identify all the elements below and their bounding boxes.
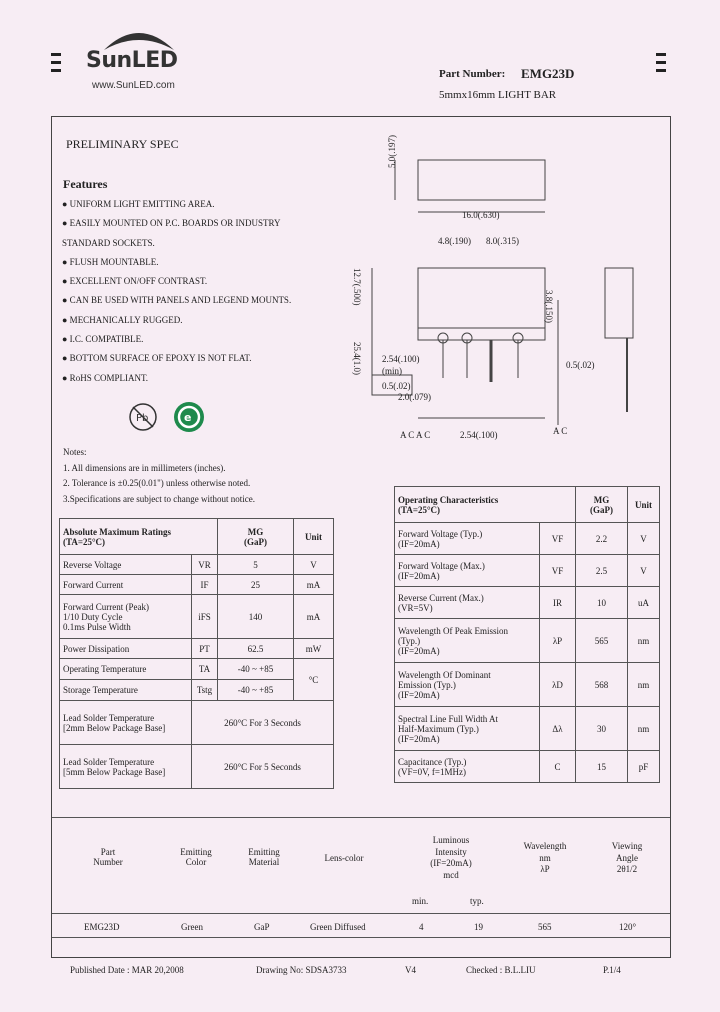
pb-free-icon: [127, 402, 159, 432]
summary-lens: Green Diffused: [310, 922, 366, 932]
summary-header-wave: [510, 841, 580, 876]
header-line: nm: [539, 852, 551, 863]
param-line: (Typ.): [398, 635, 421, 646]
param-line: (VF=0V, f=1MHz): [398, 766, 466, 777]
feature-item: ● MECHANICALLY RUGGED.: [62, 314, 183, 325]
param-line: Reverse Current (Max.): [398, 592, 484, 603]
summary-typ: 19: [474, 922, 483, 932]
param: Power Dissipation: [60, 639, 192, 659]
header-line: Number: [93, 857, 123, 867]
corner-mark: [51, 61, 61, 64]
summary-color: Green: [181, 922, 203, 932]
summary-header-lum: [418, 835, 484, 881]
val: 15: [576, 751, 628, 783]
feature-item: ● UNIFORM LIGHT EMITTING AREA.: [62, 199, 215, 209]
preliminary-spec: PRELIMINARY SPEC: [66, 137, 179, 151]
feature-item: ● I.C. COMPATIBLE.: [62, 334, 144, 345]
corner-mark: [656, 53, 666, 56]
feature-item: ● CAN BE USED WITH PANELS AND LEGEND MOUNTS.: [62, 295, 292, 306]
param-line: (IF=20mA): [398, 570, 440, 581]
val: 5: [218, 555, 294, 575]
sym: TA: [192, 659, 218, 680]
param: [395, 663, 540, 707]
note-line: 1. All dimensions are in millimeters (inches).: [63, 462, 226, 473]
val: 565: [576, 619, 628, 663]
table-row: [60, 701, 334, 745]
val: -40 ~ +85: [218, 680, 294, 701]
op-char-subtitle: (TA=25°C): [398, 504, 441, 515]
table-row: [395, 619, 660, 663]
header-line: Material: [248, 857, 280, 867]
part-number-label: Part Number:: [439, 68, 506, 80]
param-line: 0.1ms Pulse Width: [63, 621, 131, 632]
abs-max-subtitle: (TA=25°C): [63, 536, 106, 547]
abs-max-title: Absolute Maximum Ratings: [63, 526, 172, 537]
param: Forward Current: [60, 575, 192, 595]
val: 10: [576, 587, 628, 619]
param-line: Half-Maximum (Typ.): [398, 723, 479, 734]
param-line: 1/10 Duty Cycle: [63, 611, 123, 622]
table-row: [60, 745, 334, 789]
feature-item: ● EASILY MOUNTED ON P.C. BOARDS OR INDUSTRY: [62, 218, 281, 229]
sym: λD: [540, 663, 576, 707]
unit: pF: [628, 751, 660, 783]
notes: [63, 445, 255, 507]
abs-max-table: [59, 518, 334, 789]
param: [60, 595, 192, 639]
header-line: Color: [185, 857, 207, 867]
dim-lead-row: 2.54(.100): [460, 430, 498, 440]
param-line: (IF=20mA): [398, 733, 440, 744]
param: [395, 619, 540, 663]
param: [395, 523, 540, 555]
unit: mW: [294, 639, 334, 659]
header-line: Intensity: [435, 846, 467, 857]
dim-min: (min): [382, 366, 402, 376]
col-mg: MG: [593, 494, 610, 505]
table-row: [395, 555, 660, 587]
param-line: Lead Solder Temperature: [63, 712, 155, 723]
logo-text: SunLED: [86, 48, 178, 73]
val: 62.5: [218, 639, 294, 659]
unit: mA: [294, 595, 334, 639]
param-line: Forward Current (Peak): [63, 601, 149, 612]
feature-item: STANDARD SOCKETS.: [62, 237, 155, 248]
header-line: Emitting: [248, 847, 280, 857]
unit: nm: [628, 663, 660, 707]
summary-header-min: min.: [412, 896, 429, 906]
table-row: [395, 523, 660, 555]
dim-lead-sq: 0.5(.02): [382, 381, 411, 391]
footer-published: Published Date : MAR 20,2008: [70, 965, 184, 975]
table-row: [395, 751, 660, 783]
table-row: [60, 555, 334, 575]
header-line: 2θ1/2: [616, 864, 638, 874]
summary-header-part: [78, 847, 138, 867]
svg-text:Pb: Pb: [136, 413, 149, 424]
val: 260°C For 5 Seconds: [192, 745, 334, 789]
param-line: (VR=5V): [398, 602, 433, 613]
footer-checked: Checked : B.L.LIU: [466, 965, 536, 975]
dim-top: 4.8(.190): [438, 236, 471, 246]
dim-pin: 0.5(.02): [566, 360, 595, 370]
unit: nm: [628, 707, 660, 751]
unit: V: [294, 555, 334, 575]
col-gap: (GaP): [244, 536, 267, 547]
op-char-table: [394, 486, 660, 783]
param-line: Capacitance (Typ.): [398, 756, 467, 767]
unit: nm: [628, 619, 660, 663]
footer-drawing: Drawing No: SDSA3733: [256, 965, 347, 975]
divider: [52, 817, 670, 818]
op-char-title: Operating Characteristics: [398, 494, 499, 505]
divider: [52, 937, 670, 938]
feature-item: ● EXCELLENT ON/OFF CONTRAST.: [62, 276, 208, 287]
val: 140: [218, 595, 294, 639]
table-row: [60, 639, 334, 659]
dim-body: 12.7(.500): [352, 268, 362, 306]
param-line: (IF=20mA): [398, 538, 440, 549]
table-row: [60, 575, 334, 595]
summary-header-typ: typ.: [470, 896, 484, 906]
dim-bottom: 2.0(.079): [398, 392, 431, 402]
abs-max-col-mg: [218, 519, 294, 555]
param-line: [2mm Below Package Base]: [63, 722, 166, 733]
table-row: [395, 707, 660, 751]
note-line: 3.Specifications are subject to change without notice.: [63, 493, 255, 504]
corner-mark: [51, 53, 61, 56]
divider: [52, 913, 670, 914]
dim-pitch: 8.0(.315): [486, 236, 519, 246]
summary-material: GaP: [254, 922, 270, 932]
summary-header-material: [234, 847, 294, 867]
summary-part: EMG23D: [84, 922, 120, 932]
table-row: [60, 595, 334, 639]
sym: λP: [540, 619, 576, 663]
col-gap: (GaP): [590, 504, 613, 515]
unit: V: [628, 555, 660, 587]
sym: IF: [192, 575, 218, 595]
table-row: [60, 659, 334, 680]
param-line: Wavelength Of Dominant: [398, 669, 491, 680]
val: 260°C For 3 Seconds: [192, 701, 334, 745]
corner-mark: [51, 69, 61, 72]
logo: [84, 22, 194, 94]
features-list: [62, 195, 342, 388]
param: [395, 751, 540, 783]
label-left-pins: A C A C: [400, 430, 431, 440]
note-line: Notes:: [63, 447, 87, 457]
header-line: Part: [100, 847, 116, 857]
param: Storage Temperature: [60, 680, 192, 701]
abs-max-col-unit: Unit: [294, 519, 334, 555]
val: 2.5: [576, 555, 628, 587]
val: 25: [218, 575, 294, 595]
sym: C: [540, 751, 576, 783]
val: 2.2: [576, 523, 628, 555]
dim-side: 3.8(.150): [544, 290, 554, 323]
sym: Tstg: [192, 680, 218, 701]
header-line: λP: [540, 864, 550, 874]
op-char-header: [395, 487, 576, 523]
abs-max-header: [60, 519, 218, 555]
param-line: (IF=20mA): [398, 689, 440, 700]
corner-mark: [656, 69, 666, 72]
param: [395, 555, 540, 587]
footer-page: P.1/4: [603, 965, 621, 975]
summary-header-lens: Lens-color: [324, 853, 364, 863]
subtitle: 5mmx16mm LIGHT BAR: [439, 89, 557, 101]
feature-item: ● FLUSH MOUNTABLE.: [62, 256, 159, 267]
feature-item: ● BOTTOM SURFACE OF EPOXY IS NOT FLAT.: [62, 353, 252, 364]
footer-version: V4: [405, 965, 416, 975]
summary-angle: 120°: [619, 922, 637, 932]
col-mg: MG: [247, 526, 264, 537]
param-line: Forward Voltage (Max.): [398, 560, 485, 571]
op-char-col-mg: [576, 487, 628, 523]
features-title: Features: [63, 177, 108, 191]
param: [395, 707, 540, 751]
summary-header-angle: [597, 841, 657, 876]
feature-item: ● RoHS COMPLIANT.: [62, 372, 149, 383]
header-line: Luminous: [432, 835, 470, 845]
param: [60, 701, 192, 745]
part-number: EMG23D: [521, 66, 575, 81]
sym: Δλ: [540, 707, 576, 751]
logo-url: www.SunLED.com: [92, 80, 175, 91]
param: [60, 745, 192, 789]
header-line: Viewing: [611, 841, 643, 851]
header-line: Angle: [616, 852, 638, 863]
dim-height: 5.0(.197): [387, 135, 397, 168]
unit: uA: [628, 587, 660, 619]
sym: VF: [540, 523, 576, 555]
table-row: [395, 587, 660, 619]
rohs-recycle-icon: [171, 400, 207, 434]
sym: iFS: [192, 595, 218, 639]
header-line: Emitting: [180, 847, 212, 857]
table-row: [395, 663, 660, 707]
dim-lead-len: 25.4(1.0): [352, 342, 362, 375]
sym: VF: [540, 555, 576, 587]
param-line: Lead Solder Temperature: [63, 756, 155, 767]
svg-text:e: e: [184, 411, 192, 424]
param-line: (IF=20mA): [398, 645, 440, 656]
dim-lead: 2.54(.100): [382, 354, 420, 364]
unit: V: [628, 523, 660, 555]
param-line: [5mm Below Package Base]: [63, 766, 166, 777]
sym: PT: [192, 639, 218, 659]
param-line: Forward Voltage (Typ.): [398, 528, 483, 539]
param: [395, 587, 540, 619]
param-line: Spectral Line Full Width At: [398, 713, 498, 724]
dim-width: 16.0(.630): [462, 210, 500, 220]
table-row: [60, 680, 334, 701]
label-right-pins: A C: [553, 426, 568, 436]
header-line: mcd: [443, 869, 459, 880]
corner-mark: [656, 61, 666, 64]
param-line: Emission (Typ.): [398, 679, 456, 690]
unit: mA: [294, 575, 334, 595]
val: -40 ~ +85: [218, 659, 294, 680]
sym: VR: [192, 555, 218, 575]
summary-wave: 565: [538, 922, 552, 932]
val: 568: [576, 663, 628, 707]
param-line: Wavelength Of Peak Emission: [398, 625, 509, 636]
summary-header-color: [166, 847, 226, 867]
unit: °C: [294, 659, 334, 701]
header-line: (IF=20mA): [430, 858, 472, 868]
header-line: Wavelength: [523, 841, 567, 851]
op-char-col-unit: Unit: [628, 487, 660, 523]
summary-min: 4: [419, 922, 424, 932]
val: 30: [576, 707, 628, 751]
note-line: 2. Tolerance is ±0.25(0.01") unless otherwise noted.: [63, 478, 251, 488]
param: Reverse Voltage: [60, 555, 192, 575]
sym: IR: [540, 587, 576, 619]
param: Operating Temperature: [60, 659, 192, 680]
